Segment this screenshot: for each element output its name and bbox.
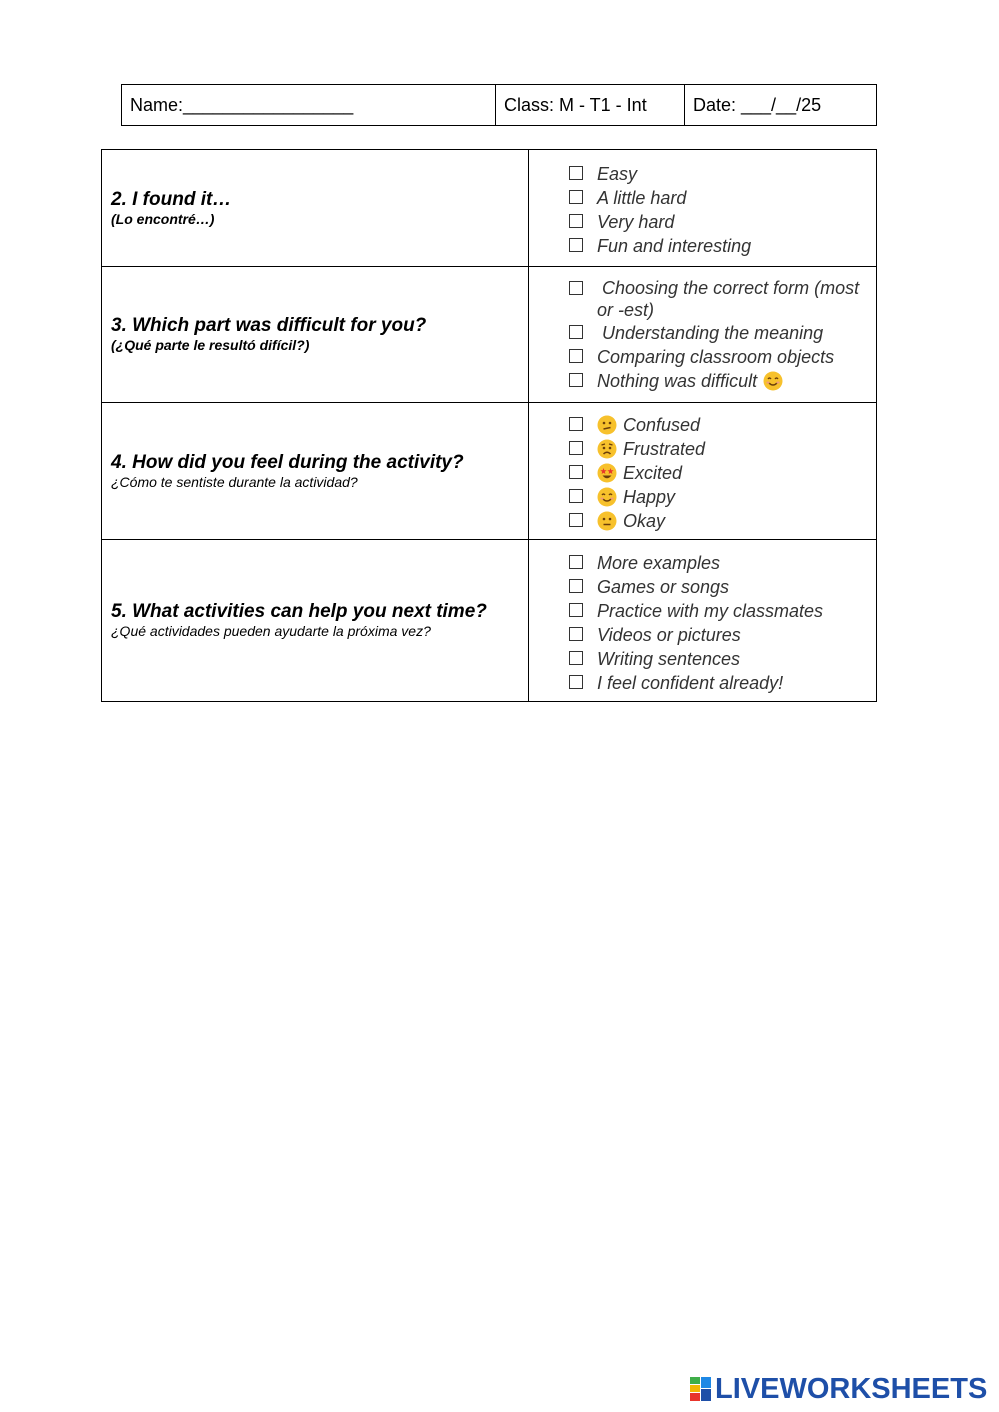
self-assessment-table [101, 149, 877, 702]
checkbox-icon[interactable] [569, 373, 583, 387]
option-label: Games or songs [597, 577, 730, 597]
option[interactable] [569, 321, 870, 345]
question-cell [102, 267, 529, 402]
option-label: Happy [623, 487, 676, 507]
name-field[interactable]: Name:_________________ [122, 85, 496, 125]
option-label: Very hard [597, 212, 675, 232]
checkbox-icon[interactable] [569, 417, 583, 431]
option-label: Choosing the correct form (most or -est) [597, 278, 865, 320]
worried-face-icon [597, 439, 617, 459]
option-label: Easy [597, 164, 638, 184]
checkbox-icon[interactable] [569, 513, 583, 527]
question-cell [102, 403, 529, 539]
date-field[interactable]: Date: ___/__/25 [693, 94, 822, 115]
question-title: 3. Which part was difficult for you? [111, 315, 427, 336]
checkbox-icon[interactable] [569, 627, 583, 641]
option[interactable] [569, 413, 870, 437]
checkbox-icon[interactable] [569, 675, 583, 689]
checkbox-icon[interactable] [569, 166, 583, 180]
checkbox-icon[interactable] [569, 214, 583, 228]
option[interactable] [569, 369, 870, 393]
liveworksheets-logo[interactable] [690, 1374, 987, 1404]
question-title: 4. How did you feel during the activity? [111, 451, 464, 473]
option[interactable] [569, 186, 870, 210]
option-label: Comparing classroom objects [597, 347, 835, 367]
option[interactable] [569, 345, 870, 369]
checkbox-icon[interactable] [569, 651, 583, 665]
question-cell [102, 150, 529, 266]
option[interactable] [569, 509, 870, 533]
checkbox-icon[interactable] [569, 281, 583, 295]
checkbox-icon[interactable] [569, 349, 583, 363]
option[interactable] [569, 575, 870, 599]
question-row [102, 266, 876, 402]
liveworksheets-logo-icon [690, 1377, 712, 1401]
question-row [102, 150, 876, 266]
option-label: I feel confident already! [597, 673, 784, 693]
option-label: Confused [623, 415, 701, 435]
option[interactable] [569, 647, 870, 671]
class-label: Class: M - T1 - Int [496, 85, 685, 125]
option-label: Practice with my classmates [597, 601, 824, 621]
options-cell [529, 267, 876, 402]
option[interactable] [569, 437, 870, 461]
logo-text: LIVEWORKSHEETS [715, 1373, 988, 1405]
option[interactable] [569, 623, 870, 647]
checkbox-icon[interactable] [569, 489, 583, 503]
question-cell [102, 540, 529, 701]
option-label: Understanding the meaning [597, 323, 824, 343]
option[interactable] [569, 162, 870, 186]
option-label: Frustrated [623, 439, 706, 459]
question-translation: (Lo encontré…) [111, 210, 215, 227]
checkbox-icon[interactable] [569, 555, 583, 569]
checkbox-icon[interactable] [569, 465, 583, 479]
confused-face-icon [597, 415, 617, 435]
question-title: 2. I found it… [111, 188, 232, 210]
option[interactable] [569, 210, 870, 234]
checkbox-icon[interactable] [569, 603, 583, 617]
option[interactable] [569, 277, 870, 321]
checkbox-icon[interactable] [569, 579, 583, 593]
option-label: Videos or pictures [597, 625, 741, 645]
option-label: Okay [623, 511, 666, 531]
option-label: Excited [623, 463, 683, 483]
option[interactable] [569, 599, 870, 623]
star-struck-face-icon [597, 463, 617, 483]
smiling-face-icon [597, 487, 617, 507]
question-row [102, 539, 876, 701]
question-translation: (¿Qué parte le resultó difícil?) [111, 337, 310, 353]
option[interactable] [569, 551, 870, 575]
option[interactable] [569, 461, 870, 485]
checkbox-icon[interactable] [569, 325, 583, 339]
option[interactable] [569, 671, 870, 695]
checkbox-icon[interactable] [569, 238, 583, 252]
option-label: More examples [597, 553, 721, 573]
option-label: Writing sentences [597, 649, 741, 669]
option-label: A little hard [597, 188, 687, 208]
question-row [102, 402, 876, 539]
option-label: Fun and interesting [597, 236, 752, 256]
question-title: 5. What activities can help you next time? [111, 601, 487, 622]
question-translation: ¿Cómo te sentiste durante la actividad? [111, 473, 358, 490]
neutral-face-icon [597, 511, 617, 531]
options-cell [529, 150, 876, 266]
options-cell [529, 540, 876, 701]
option[interactable] [569, 485, 870, 509]
options-cell [529, 403, 876, 539]
checkbox-icon[interactable] [569, 190, 583, 204]
option-label: Nothing was difficult [597, 371, 758, 391]
checkbox-icon[interactable] [569, 441, 583, 455]
student-info-header [121, 84, 877, 126]
question-translation: ¿Qué actividades pueden ayudarte la próxima vez? [111, 623, 431, 639]
smiling-face-icon [763, 371, 783, 391]
option[interactable] [569, 234, 870, 258]
